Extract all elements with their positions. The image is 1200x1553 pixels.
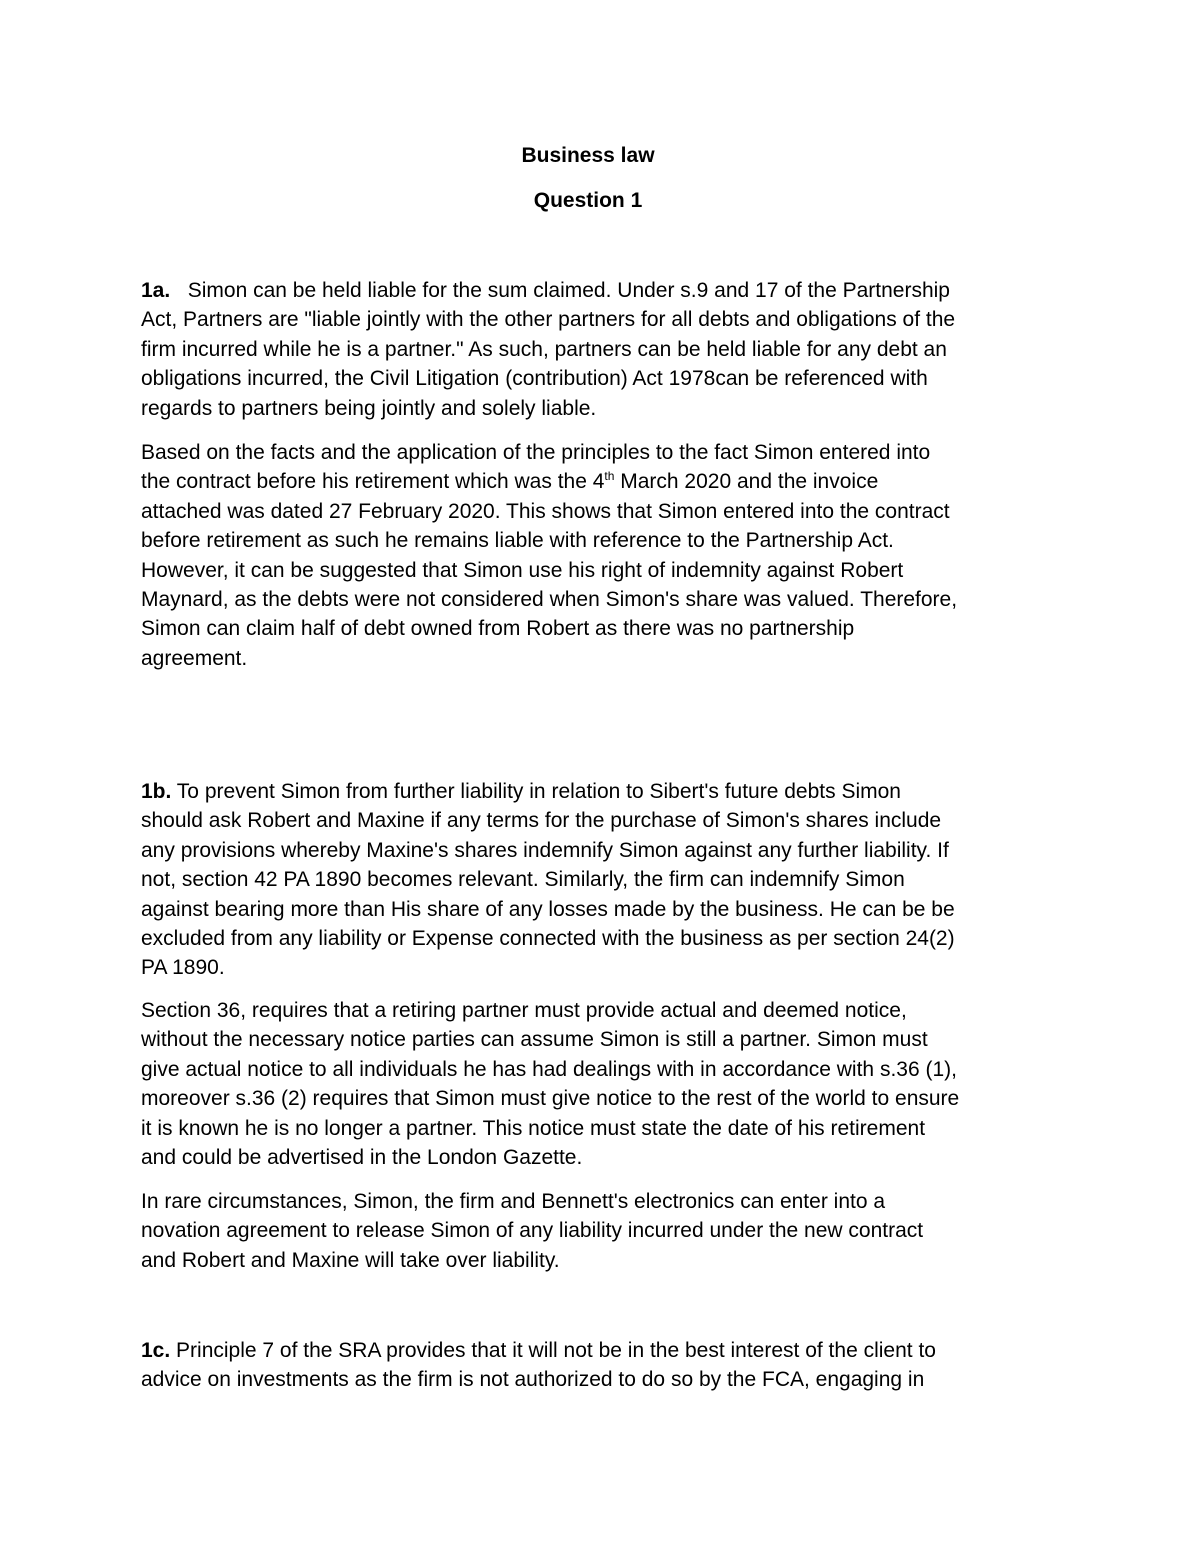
section-label-1b: 1b.	[141, 780, 172, 803]
text-line: obligations incurred, the Civil Litigation (contribution) Act 1978can be referenced with	[141, 367, 928, 391]
section-1a-paragraph-2	[141, 438, 1066, 673]
text-line: should ask Robert and Maxine if any terms for the purchase of Simon's shares include	[141, 809, 942, 833]
text-line: without the necessary notice parties can assume Simon is still a partner. Simon must	[141, 1028, 928, 1052]
text-line-part: the contract before his retirement which was the 4	[141, 470, 605, 494]
section-1c-paragraph-1	[141, 1336, 1066, 1395]
text-line: excluded from any liability or Expense connected with the business as per section 24(2)	[141, 927, 955, 951]
text-line: Based on the facts and the application of the principles to the fact Simon entered into	[141, 441, 931, 464]
text-line: novation agreement to release Simon of any liability incurred under the new contract	[141, 1219, 924, 1243]
section-label-1c: 1c.	[141, 1339, 171, 1362]
section-label-1a: 1a.	[141, 279, 171, 302]
text-line-content: Principle 7 of the SRA provides that it will not be in the best interest of the client to	[170, 1339, 936, 1362]
text-line: attached was dated 27 February 2020. This shows that Simon entered into the contract	[141, 499, 950, 523]
section-1b-paragraph-2	[141, 996, 1066, 1172]
text-line: However, it can be suggested that Simon use his right of indemnity against Robert	[141, 558, 904, 582]
section-1a-paragraph-1	[141, 276, 1066, 423]
text-line: advice on investments as the firm is not authorized to do so by the FCA, engaging in	[141, 1368, 925, 1392]
text-line: it is known he is no longer a partner. This notice must state the date of his retirement	[141, 1116, 926, 1140]
ordinal-suffix: th	[604, 469, 615, 484]
text-line: PA 1890.	[141, 956, 225, 980]
text-line-content: To prevent Simon from further liability in relation to Sibert's future debts Simon	[171, 780, 901, 803]
text-line: against bearing more than His share of any losses made by the business. He can be be	[141, 897, 955, 921]
text-line: Section 36, requires that a retiring partner must provide actual and deemed notice,	[141, 999, 907, 1022]
text-line	[141, 467, 1066, 496]
text-line: and could be advertised in the London Gazette.	[141, 1146, 583, 1170]
text-line: before retirement as such he remains liable with reference to the Partnership Act.	[141, 529, 894, 553]
text-line-part: March 2020 and the invoice	[614, 470, 879, 494]
text-line: Maynard, as the debts were not considered when Simon's share was valued. Therefore,	[141, 588, 958, 612]
document-title: Business law	[521, 144, 655, 167]
text-line: moreover s.36 (2) requires that Simon must give notice to the rest of the world to ensure	[141, 1087, 960, 1111]
text-line: and Robert and Maxine will take over liability.	[141, 1248, 560, 1272]
text-line: Act, Partners are "liable jointly with the other partners for all debts and obligations of the	[141, 308, 956, 332]
text-line: regards to partners being jointly and solely liable.	[141, 396, 597, 420]
text-line: give actual notice to all individuals he has had dealings with in accordance with s.36 (1),	[141, 1057, 957, 1081]
section-1b-paragraph-3	[141, 1187, 1066, 1275]
text-line: not, section 42 PA 1890 becomes relevant. Similarly, the firm can indemnify Simon	[141, 868, 905, 892]
text-line: any provisions whereby Maxine's shares indemnify Simon against any further liability. If	[141, 838, 949, 862]
section-1b-paragraph-1	[141, 777, 1066, 983]
text-line	[141, 276, 1066, 305]
text-line: agreement.	[141, 646, 248, 670]
question-heading: Question 1	[533, 189, 643, 212]
text-line: firm incurred while he is a partner." As such, partners can be held liable for any debt an	[141, 337, 947, 361]
text-line-content: Simon can be held liable for the sum claimed. Under s.9 and 17 of the Partnership	[187, 279, 950, 302]
text-line	[141, 1336, 1066, 1365]
text-line: In rare circumstances, Simon, the firm and Bennett's electronics can enter into a	[141, 1190, 886, 1213]
text-line: Simon can claim half of debt owned from Robert as there was no partnership	[141, 617, 855, 641]
text-line	[141, 777, 1066, 806]
